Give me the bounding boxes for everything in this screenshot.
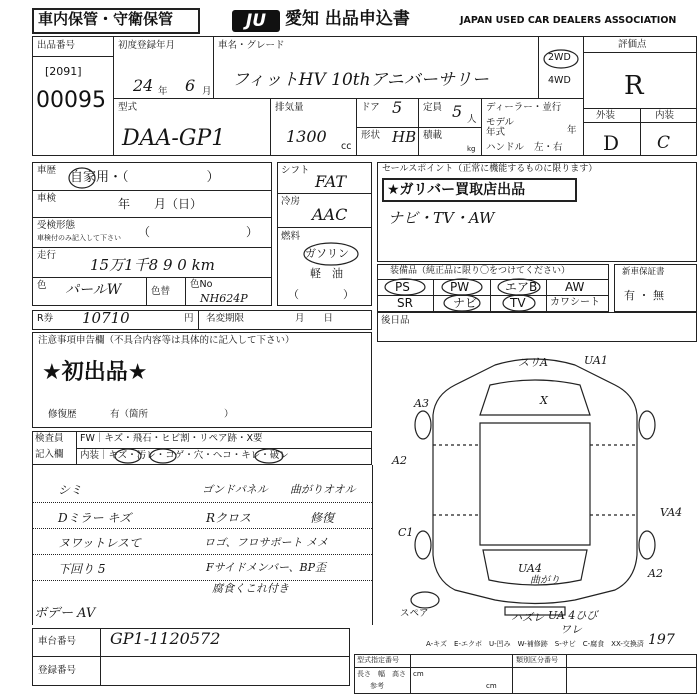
color-no-value: NH624P xyxy=(200,292,248,305)
chassis-value: GP1-1120572 xyxy=(110,629,221,648)
fuel-circle xyxy=(301,240,361,270)
selling-hand-note: ナビ・TV・AW xyxy=(388,209,495,227)
selling-stamp: ★ガリバー買取店出品 xyxy=(387,182,526,198)
form-note: 車検付のみ記入して下さい xyxy=(37,234,121,242)
comment-7: ヌワットレスて xyxy=(58,536,142,550)
recycle-label: R券 xyxy=(37,313,54,324)
equip-tv: TV xyxy=(510,296,526,310)
capacity-unit: 人 xyxy=(467,114,477,125)
dealer-label: ディーラー・並行 xyxy=(486,102,562,113)
ju-logo xyxy=(232,10,280,32)
grade-value: R xyxy=(624,71,644,101)
ju-logo-text: JU xyxy=(245,11,267,31)
lot-number: 00095 xyxy=(36,88,106,113)
fuel-value: ガソリン xyxy=(305,247,349,260)
equip-ps: PS xyxy=(395,280,410,294)
diagram-mark-14: ワレ xyxy=(560,623,582,636)
door-value: 5 xyxy=(392,98,403,117)
diagram-mark-3: A3 xyxy=(414,397,429,410)
lot-bracket: [2091] xyxy=(45,65,82,78)
interior-value: C xyxy=(657,133,671,153)
equip-aw: AW xyxy=(565,280,585,294)
model-year-unit: 年 xyxy=(567,125,577,136)
comment-11: 腐食くこれ付き xyxy=(212,582,289,595)
type-label: 型式 xyxy=(118,102,138,113)
memo-frame xyxy=(377,312,697,342)
equipment-circles xyxy=(377,279,609,312)
shift-label: シフト xyxy=(281,165,310,176)
transfer-label: 名変期限 xyxy=(206,313,245,324)
diagram-mark-8: UA4 xyxy=(518,562,542,575)
type-value: DAA-GP1 xyxy=(122,126,226,151)
color-label: 色 xyxy=(37,280,47,291)
diagram-mark-6: C1 xyxy=(398,526,414,539)
shaken-value: 年 月（日） xyxy=(118,197,203,211)
displacement-label: 排気量 xyxy=(275,102,304,113)
shaken-label: 車検 xyxy=(37,193,57,204)
handle-label: ハンドル xyxy=(486,142,525,153)
reg-year: 24 xyxy=(133,76,154,95)
equip-sr: SR xyxy=(397,296,413,310)
inspection-label-1: 検査員 xyxy=(35,433,64,444)
reg-year-unit: 年 xyxy=(158,86,168,97)
color-value: パールW xyxy=(65,282,122,298)
name-value: フィットHV 10thアニバーサリー xyxy=(232,70,489,90)
color-no-label: 色No xyxy=(190,279,213,290)
displacement-unit: cc xyxy=(341,141,352,152)
cooling-label: 冷房 xyxy=(281,196,301,207)
diagram-mark-7: VA4 xyxy=(660,506,683,519)
note-label: 参考 xyxy=(370,682,384,690)
form-subtitle: JAPAN USED CAR DEALERS ASSOCIATION xyxy=(460,15,677,26)
displacement-value: 1300 xyxy=(286,127,327,146)
repair-value: 有（箇所 ） xyxy=(110,409,234,420)
door-label: ドア xyxy=(361,102,380,113)
diagram-mark-10: A2 xyxy=(648,567,663,580)
recycle-value: 10710 xyxy=(82,309,130,327)
diagram-mark-11: スペア xyxy=(400,608,429,619)
comment-8: ロゴ、フロサポート メメ xyxy=(204,536,329,549)
drive-4wd: 4WD xyxy=(548,75,571,86)
model-year-label: 年式 xyxy=(486,127,506,138)
form-title: 愛知 出品申込書 xyxy=(285,9,410,29)
mark-label: 型式指定番号 xyxy=(357,656,399,664)
first-listing-stamp: ★初出品★ xyxy=(42,360,148,385)
exterior-label: 外装 xyxy=(596,110,616,121)
diagram-mark-13: UA 4ひび xyxy=(548,609,598,622)
notes-label: 注意事項申告欄（不具合内容等は具体的に記入して下さい） xyxy=(38,335,295,346)
mileage-label: 走行 xyxy=(37,250,57,261)
comment-5: Rクロス xyxy=(206,511,252,525)
transfer-value: 月 日 xyxy=(295,313,334,324)
inspection-label-2: 記入欄 xyxy=(35,449,64,460)
drive-2wd: 2WD xyxy=(548,52,571,63)
history-label: 車歴 xyxy=(37,165,57,176)
page-mark: 197 xyxy=(648,632,675,648)
shape-value: HB xyxy=(392,128,417,146)
warranty-label: 新車保証書 xyxy=(622,267,665,277)
selling-label: セールスポイント（正常に機能するものに限ります） xyxy=(382,164,598,174)
comment-6: 修復 xyxy=(310,511,335,525)
fuel-label: 燃料 xyxy=(281,231,301,242)
shift-value: FAT xyxy=(315,172,347,191)
name-label: 車名・グレード xyxy=(218,40,285,51)
cm-unit: cm xyxy=(486,682,497,690)
equipment-label: 装備品（純正品に限り〇をつけてください） xyxy=(390,266,571,276)
form-label: 受検形態 xyxy=(37,220,76,231)
comment-12: ボデー AV xyxy=(34,606,96,621)
cooling-value: AAC xyxy=(312,205,348,224)
interior-label: 内装 xyxy=(655,110,675,121)
diagram-mark-1: スリA xyxy=(518,356,548,369)
comment-9: 下回り 5 xyxy=(58,562,106,576)
comment-3: 曲がりオオル xyxy=(290,483,356,496)
comment-2: ゴンドパネル xyxy=(202,483,268,496)
load-label: 積載 xyxy=(423,130,443,141)
mileage-value: 15万1千8 9 0 km xyxy=(90,256,215,274)
capacity-label: 定員 xyxy=(423,102,443,113)
diagram-mark-4: X xyxy=(540,394,548,407)
repair-label: 修復歴 xyxy=(48,409,77,420)
warranty-options: 有 ・ 無 xyxy=(624,289,664,302)
class-label: 類別区分番号 xyxy=(516,656,558,664)
history-value: 自家用・（ ） xyxy=(70,170,220,185)
inspection-circles xyxy=(76,431,376,465)
history-circle xyxy=(67,166,97,190)
exterior-value: D xyxy=(603,131,620,155)
diagram-mark-12: ハズレ xyxy=(511,611,544,624)
capacity-value: 5 xyxy=(452,102,463,121)
reg-month-unit: 月 xyxy=(202,86,212,97)
equip-airbag: エアB xyxy=(505,280,538,294)
lot-label: 出品番号 xyxy=(37,40,76,51)
memo-label: 後日品 xyxy=(381,315,410,326)
load-unit: kg xyxy=(467,145,476,153)
equip-pw: PW xyxy=(450,280,470,294)
comment-10: Fサイドメンバー、BP歪 xyxy=(206,561,327,574)
grade-label: 評価点 xyxy=(618,39,647,50)
color-change-label: 色替 xyxy=(151,286,171,297)
reg-month: 6 xyxy=(185,76,196,95)
comment-1: シミ xyxy=(58,483,83,497)
chassis-label: 車台番号 xyxy=(38,636,77,647)
storage-stamp: 車内保管・守衛保管 xyxy=(38,10,174,28)
inspection-in-line: 内装｜キズ・汚レ・コゲ・穴・ヘコ・キレ・破レ xyxy=(80,450,289,461)
diagram-legend: A-キズ E-エクボ U-凹み W-補修跡 S-サビ C-腐食 XX-交換済 xyxy=(426,640,644,648)
form-value: （ ） xyxy=(138,225,259,239)
diagram-mark-9: 曲がり xyxy=(530,575,560,586)
registration-label: 登録番号 xyxy=(38,665,77,676)
inspection-fw-line: FW｜キズ・飛石・ヒビ割・リペア跡・X要 xyxy=(80,433,263,444)
fuel-paren: （ ） xyxy=(288,288,354,301)
handle-options: 左・右 xyxy=(534,142,563,153)
comment-4: Dミラー キズ xyxy=(58,511,132,525)
diagram-mark-2: UA1 xyxy=(584,354,608,367)
fuel-alt: 軽 油 xyxy=(310,267,343,280)
recycle-unit: 円 xyxy=(184,313,194,324)
reg-label: 初度登録年月 xyxy=(118,40,176,51)
equip-navi: ナビ xyxy=(453,296,478,310)
equip-power-seat: カワシート xyxy=(550,297,600,308)
model-label: モデル xyxy=(486,117,515,128)
drive-2wd-circle xyxy=(541,48,581,72)
diagram-mark-5: A2 xyxy=(392,454,407,467)
size-label: 長さ 幅 高さ cm xyxy=(357,670,424,678)
shape-label: 形状 xyxy=(361,130,381,141)
